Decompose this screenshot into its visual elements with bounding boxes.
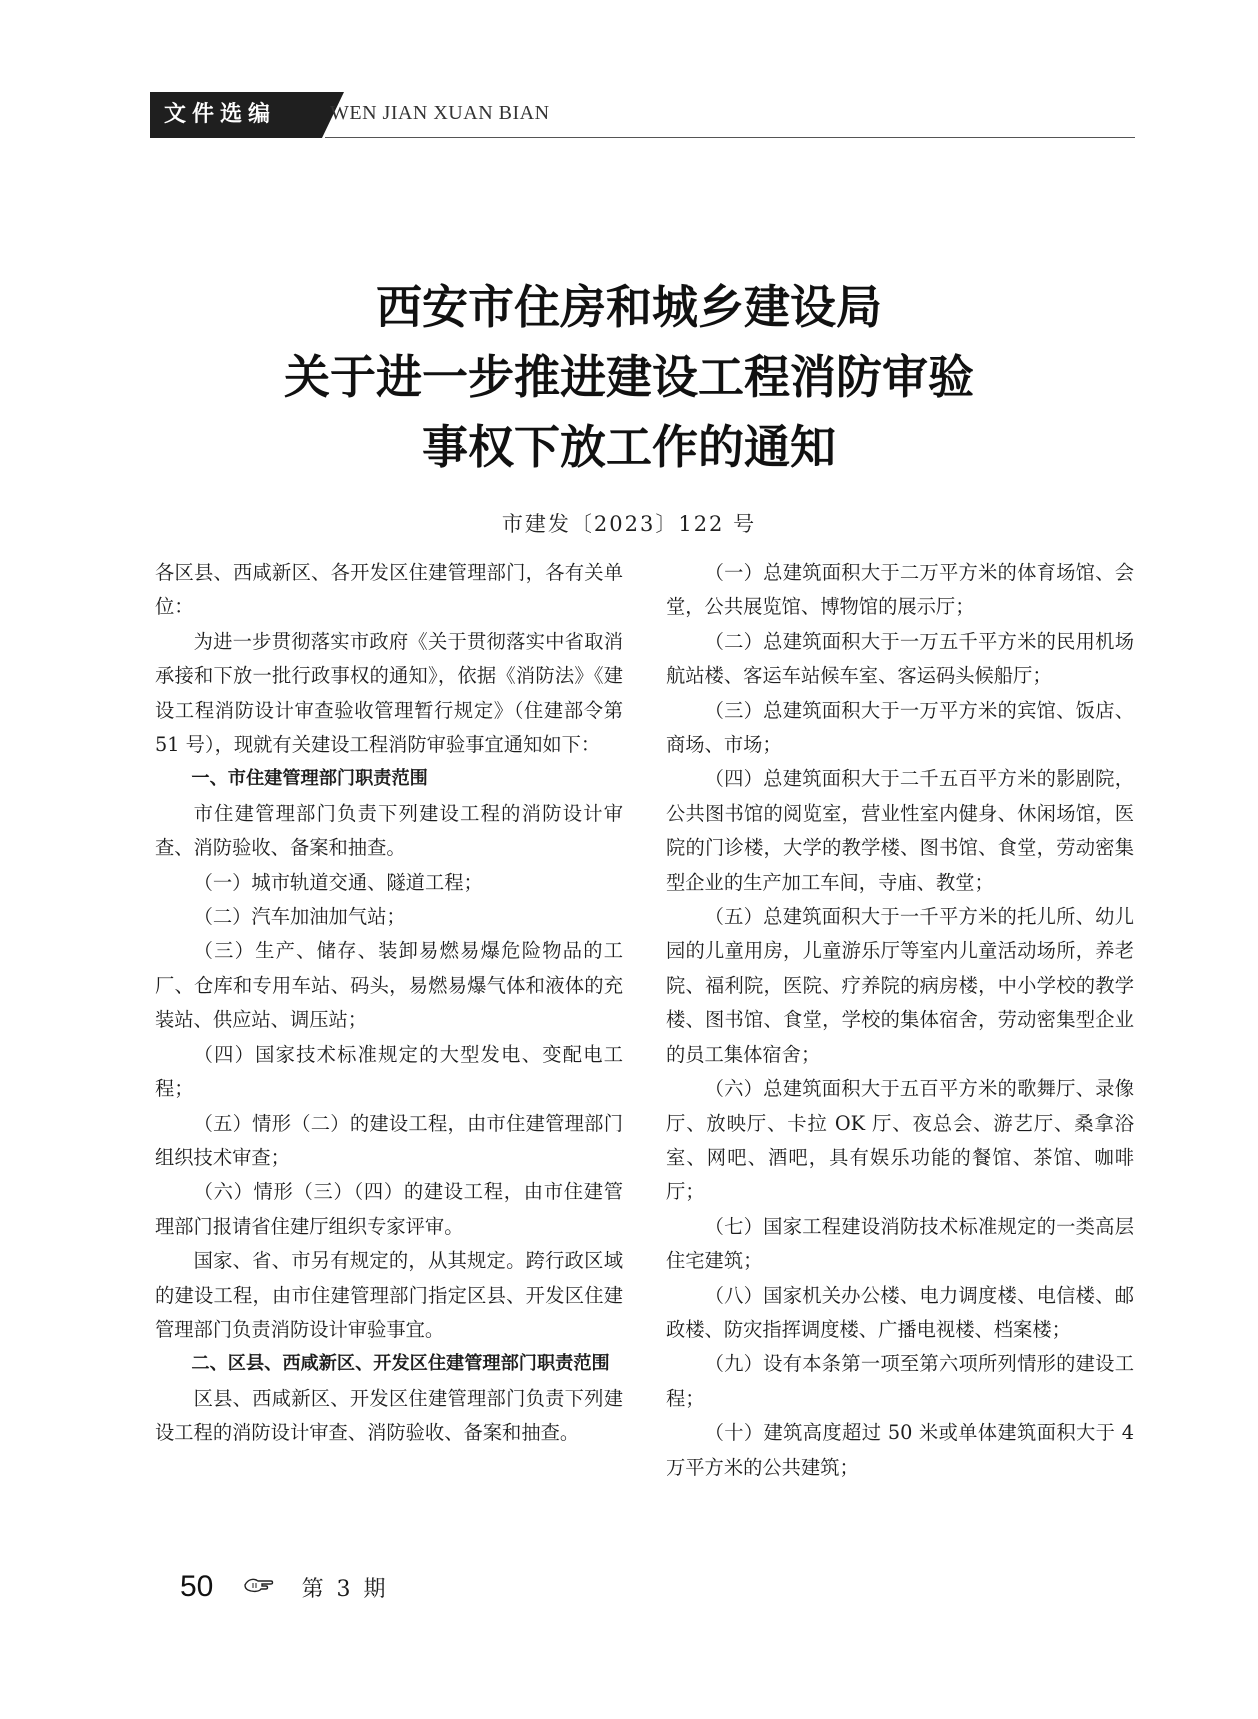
document-title — [0, 272, 1258, 482]
paragraph: 国家、省、市另有规定的，从其规定。跨行政区域的建设工程，由市住建管理部门指定区县、开发区住建管理部门负责消防设计审验事宜。 — [155, 1249, 623, 1341]
title-line: 事权下放工作的通知 — [422, 420, 836, 474]
header-rule — [325, 137, 1135, 138]
title-line: 西安市住房和城乡建设局 — [376, 280, 882, 334]
paragraph: （二）汽车加油加气站； — [193, 905, 406, 929]
paragraph: 市住建管理部门负责下列建设工程的消防设计审查、消防验收、备案和抽查。 — [155, 801, 623, 860]
hand-pointer-icon — [244, 1576, 274, 1598]
paragraph: 各区县、西咸新区、各开发区住建管理部门，各有关单位： — [155, 561, 623, 619]
section-heading: 二、区县、西咸新区、开发区住建管理部门职责范围 — [191, 1353, 610, 1375]
section-label-en: WEN JIAN XUAN BIAN — [330, 102, 550, 124]
page-footer — [180, 1570, 389, 1610]
paragraph: （二）总建筑面积大于一万五千平方米的民用机场航站楼、客运车站候车室、客运码头候船厅； — [666, 629, 1134, 688]
document-number: 市建发〔2023〕122 号 — [501, 512, 757, 536]
paragraph: （六）总建筑面积大于五百平方米的歌舞厅、录像厅、放映厅、卡拉 OK 厅、夜总会、游艺厅、桑拿浴室、网吧、酒吧，具有娱乐功能的餐馆、茶馆、咖啡厅； — [666, 1077, 1134, 1204]
paragraph: （七）国家工程建设消防技术标准规定的一类高层住宅建筑； — [666, 1214, 1134, 1273]
paragraph: （一）城市轨道交通、隧道工程； — [193, 870, 483, 894]
paragraph: （十）建筑高度超过 50 米或单体建筑面积大于 4 万平方米的公共建筑； — [666, 1421, 1134, 1479]
paragraph: 区县、西咸新区、开发区住建管理部门负责下列建设工程的消防设计审查、消防验收、备案和抽查。 — [155, 1386, 623, 1445]
paragraph: （五）总建筑面积大于一千平方米的托儿所、幼儿园的儿童用房，儿童游乐厅等室内儿童活动场所，养老院、福利院，医院、疗养院的病房楼，中小学校的教学楼、图书馆、食堂，学校的集体宿舍，劳动密集型企业的员工集体宿舍； — [666, 905, 1134, 1066]
paragraph: 为进一步贯彻落实市政府《关于贯彻落实中省取消承接和下放一批行政事权的通知》，依据《消防法》《建设工程消防设计审查验收管理暂行规定》（住建部令第 51 号），现就有关建设工程消防审验事宜通知如下： — [155, 629, 623, 757]
left-column — [155, 556, 623, 1451]
paragraph: （八）国家机关办公楼、电力调度楼、电信楼、邮政楼、防灾指挥调度楼、广播电视楼、档案楼； — [666, 1283, 1134, 1341]
right-column — [666, 556, 1134, 1485]
paragraph: （六）情形（三）（四）的建设工程，由市住建管理部门报请省住建厅组织专家评审。 — [155, 1180, 623, 1238]
issue-label: 第 3 期 — [301, 1576, 389, 1602]
title-line: 关于进一步推进建设工程消防审验 — [284, 350, 974, 404]
section-heading: 一、市住建管理部门职责范围 — [191, 768, 428, 790]
section-label: 文件选编 — [150, 92, 322, 138]
paragraph: （三）总建筑面积大于一万平方米的宾馆、饭店、商场、市场； — [666, 698, 1134, 757]
paragraph: （五）情形（二）的建设工程，由市住建管理部门组织技术审查； — [155, 1111, 623, 1169]
paragraph: （九）设有本条第一项至第六项所列情形的建设工程； — [666, 1352, 1134, 1410]
paragraph: （四）国家技术标准规定的大型发电、变配电工程； — [155, 1042, 623, 1101]
paragraph: （三）生产、储存、装卸易燃易爆危险物品的工厂、仓库和专用车站、码头，易燃易爆气体和液体的充装站、供应站、调压站； — [155, 939, 623, 1032]
page-number: 50 — [180, 1570, 214, 1603]
paragraph: （四）总建筑面积大于二千五百平方米的影剧院，公共图书馆的阅览室，营业性室内健身、休闲场馆，医院的门诊楼，大学的教学楼、图书馆、食堂，劳动密集型企业的生产加工车间，寺庙、教堂； — [666, 767, 1134, 894]
paragraph: （一）总建筑面积大于二万平方米的体育场馆、会堂，公共展览馆、博物馆的展示厅； — [666, 561, 1134, 619]
section-header — [150, 92, 1135, 140]
